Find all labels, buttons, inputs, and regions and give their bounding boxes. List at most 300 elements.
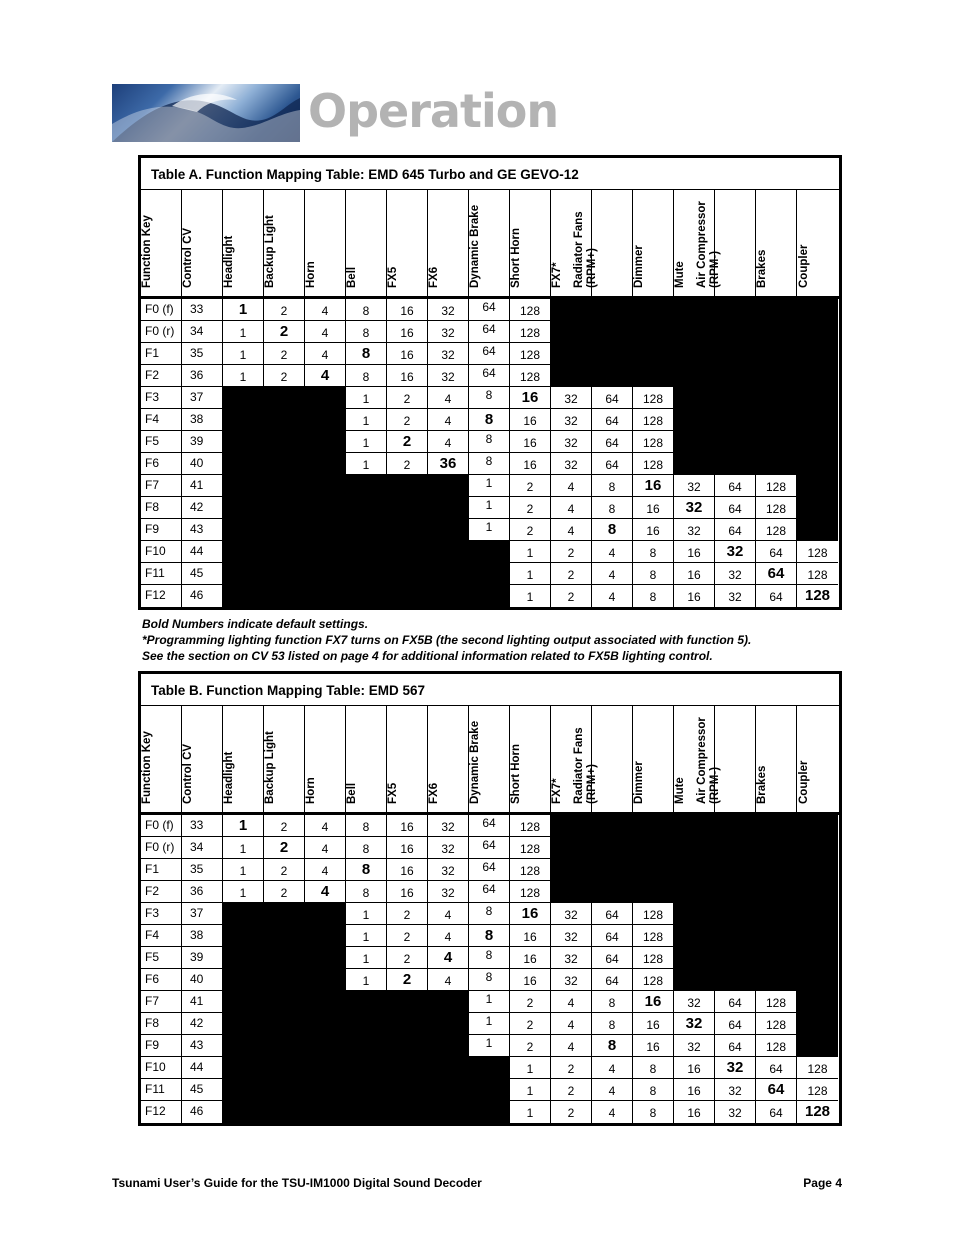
bit-value-cell: 8 xyxy=(469,969,510,991)
function-key-cell: F0 (f) xyxy=(141,299,182,321)
footer-guide-title: Tsunami User’s Guide for the TSU-IM1000 Digital Sound Decoder xyxy=(112,1176,482,1190)
unavailable-cell xyxy=(387,1079,428,1101)
bit-value-cell: 16 xyxy=(387,815,428,837)
bit-value-cell: 1 xyxy=(346,925,387,947)
bit-value-cell: 32 xyxy=(715,585,756,607)
table-row xyxy=(141,947,839,969)
unavailable-cell xyxy=(223,1101,264,1123)
bit-value-cell: 1 xyxy=(469,1013,510,1035)
unavailable-cell xyxy=(797,1035,838,1057)
unavailable-cell xyxy=(756,365,797,387)
unavailable-cell xyxy=(264,947,305,969)
unavailable-cell xyxy=(797,299,838,321)
column-header-dimmer xyxy=(633,706,674,812)
bit-value-cell: 1 xyxy=(223,881,264,903)
unavailable-cell xyxy=(223,1013,264,1035)
bit-value-cell: 16 xyxy=(633,1035,674,1057)
control-cv-cell: 45 xyxy=(182,1079,223,1101)
bit-value-cell: 128 xyxy=(633,903,674,925)
bit-value-cell: 32 xyxy=(428,881,469,903)
unavailable-cell xyxy=(223,519,264,541)
unavailable-cell xyxy=(264,409,305,431)
bit-value-cell: 16 xyxy=(387,299,428,321)
bit-value-cell: 8 xyxy=(469,387,510,409)
unavailable-cell xyxy=(264,585,305,607)
function-key-cell: F0 (f) xyxy=(141,815,182,837)
function-key-cell: F12 xyxy=(141,1101,182,1123)
bit-value-cell: 64 xyxy=(469,343,510,365)
bit-value-cell: 16 xyxy=(633,991,674,1013)
control-cv-cell: 34 xyxy=(182,321,223,343)
column-header-fx6 xyxy=(428,706,469,812)
bit-value-cell: 2 xyxy=(551,563,592,585)
bit-value-cell: 128 xyxy=(797,563,838,585)
unavailable-cell xyxy=(797,497,838,519)
bit-value-cell: 64 xyxy=(756,585,797,607)
unavailable-cell xyxy=(428,563,469,585)
unavailable-cell xyxy=(715,409,756,431)
bit-value-cell: 8 xyxy=(633,563,674,585)
bit-value-cell: 4 xyxy=(551,991,592,1013)
unavailable-cell xyxy=(305,925,346,947)
bit-value-cell: 2 xyxy=(510,497,551,519)
column-header-label: Bell xyxy=(346,266,358,288)
bit-value-cell: 8 xyxy=(346,299,387,321)
bit-value-cell: 2 xyxy=(510,991,551,1013)
function-key-cell: F4 xyxy=(141,409,182,431)
bit-value-cell: 2 xyxy=(510,475,551,497)
unavailable-cell xyxy=(674,969,715,991)
unavailable-cell xyxy=(715,859,756,881)
column-header-label: Mute xyxy=(674,777,686,804)
unavailable-cell xyxy=(305,969,346,991)
unavailable-cell xyxy=(797,815,838,837)
unavailable-cell xyxy=(305,585,346,607)
control-cv-cell: 40 xyxy=(182,453,223,475)
column-header-label: Dimmer xyxy=(633,245,645,288)
bit-value-cell: 1 xyxy=(223,321,264,343)
bit-value-cell: 2 xyxy=(551,585,592,607)
unavailable-cell xyxy=(387,585,428,607)
bit-value-cell: 8 xyxy=(469,925,510,947)
unavailable-cell xyxy=(264,431,305,453)
unavailable-cell xyxy=(674,859,715,881)
bit-value-cell: 8 xyxy=(469,903,510,925)
bit-value-cell: 1 xyxy=(469,991,510,1013)
unavailable-cell xyxy=(756,387,797,409)
page-title: Operation xyxy=(308,84,559,138)
bit-value-cell: 32 xyxy=(428,365,469,387)
column-header-label: (RPM+) xyxy=(586,764,598,804)
bit-value-cell: 64 xyxy=(756,1079,797,1101)
unavailable-cell xyxy=(223,585,264,607)
table-row xyxy=(141,837,839,859)
column-header-label: FX5 xyxy=(387,266,399,288)
bit-value-cell: 128 xyxy=(510,343,551,365)
unavailable-cell xyxy=(305,497,346,519)
bit-value-cell: 32 xyxy=(428,859,469,881)
bit-value-cell: 64 xyxy=(592,903,633,925)
bit-value-cell: 4 xyxy=(428,903,469,925)
unavailable-cell xyxy=(428,1013,469,1035)
column-header-radiator-fans xyxy=(573,706,633,812)
bit-value-cell: 4 xyxy=(428,387,469,409)
bit-value-cell: 4 xyxy=(592,563,633,585)
bit-value-cell: 2 xyxy=(551,1079,592,1101)
function-key-cell: F0 (r) xyxy=(141,837,182,859)
bit-value-cell: 32 xyxy=(551,925,592,947)
table-row xyxy=(141,343,839,365)
bit-value-cell: 16 xyxy=(633,497,674,519)
unavailable-cell xyxy=(551,365,592,387)
unavailable-cell xyxy=(756,947,797,969)
bit-value-cell: 4 xyxy=(305,837,346,859)
column-header-coupler xyxy=(797,706,838,812)
bit-value-cell: 128 xyxy=(756,991,797,1013)
unavailable-cell xyxy=(346,541,387,563)
unavailable-cell xyxy=(346,1079,387,1101)
unavailable-cell xyxy=(264,991,305,1013)
bit-value-cell: 16 xyxy=(674,585,715,607)
bit-value-cell: 1 xyxy=(346,409,387,431)
column-header-label: Function Key xyxy=(141,731,153,804)
unavailable-cell xyxy=(305,541,346,563)
bit-value-cell: 2 xyxy=(510,1035,551,1057)
column-header-horn xyxy=(305,706,346,812)
control-cv-cell: 46 xyxy=(182,585,223,607)
function-key-cell: F2 xyxy=(141,881,182,903)
bit-value-cell: 128 xyxy=(633,409,674,431)
function-key-cell: F1 xyxy=(141,859,182,881)
control-cv-cell: 40 xyxy=(182,969,223,991)
bit-value-cell: 1 xyxy=(510,563,551,585)
unavailable-cell xyxy=(756,321,797,343)
unavailable-cell xyxy=(592,859,633,881)
column-header-label: Dynamic Brake xyxy=(469,204,481,288)
bit-value-cell: 2 xyxy=(510,1013,551,1035)
bit-value-cell: 64 xyxy=(715,1013,756,1035)
column-header-air-compressor xyxy=(696,190,756,296)
bit-value-cell: 32 xyxy=(428,837,469,859)
bit-value-cell: 1 xyxy=(346,969,387,991)
column-header-function-key xyxy=(141,706,182,812)
control-cv-cell: 33 xyxy=(182,815,223,837)
table-title: Table A. Function Mapping Table: EMD 645 Turbo and GE GEVO-12 xyxy=(141,158,839,190)
unavailable-cell xyxy=(264,497,305,519)
bit-value-cell: 64 xyxy=(715,519,756,541)
unavailable-cell xyxy=(715,903,756,925)
control-cv-cell: 44 xyxy=(182,1057,223,1079)
bit-value-cell: 64 xyxy=(469,837,510,859)
unavailable-cell xyxy=(551,837,592,859)
bit-value-cell: 4 xyxy=(551,475,592,497)
unavailable-cell xyxy=(715,431,756,453)
unavailable-cell xyxy=(264,387,305,409)
bit-value-cell: 2 xyxy=(551,541,592,563)
table-row xyxy=(141,431,839,453)
bit-value-cell: 128 xyxy=(633,947,674,969)
bit-value-cell: 1 xyxy=(469,519,510,541)
table-row xyxy=(141,1079,839,1101)
unavailable-cell xyxy=(428,541,469,563)
table-row xyxy=(141,1101,839,1123)
unavailable-cell xyxy=(387,1057,428,1079)
bit-value-cell: 16 xyxy=(510,925,551,947)
unavailable-cell xyxy=(428,991,469,1013)
unavailable-cell xyxy=(674,815,715,837)
unavailable-cell xyxy=(305,563,346,585)
column-header-short-horn xyxy=(510,706,551,812)
unavailable-cell xyxy=(715,387,756,409)
unavailable-cell xyxy=(346,585,387,607)
table-row xyxy=(141,409,839,431)
bit-value-cell: 2 xyxy=(264,299,305,321)
function-mapping-table-b xyxy=(138,671,842,1126)
column-header-bell xyxy=(346,706,387,812)
function-key-cell: F6 xyxy=(141,453,182,475)
bit-value-cell: 64 xyxy=(592,925,633,947)
control-cv-cell: 36 xyxy=(182,365,223,387)
column-header-backup-light xyxy=(264,706,305,812)
unavailable-cell xyxy=(346,497,387,519)
unavailable-cell xyxy=(797,991,838,1013)
column-header-label: Control CV xyxy=(182,743,194,804)
bit-value-cell: 1 xyxy=(510,585,551,607)
unavailable-cell xyxy=(387,475,428,497)
column-header-function-key xyxy=(141,190,182,296)
unavailable-cell xyxy=(305,1057,346,1079)
bit-value-cell: 64 xyxy=(715,991,756,1013)
bit-value-cell: 4 xyxy=(551,1035,592,1057)
wave-graphic xyxy=(112,84,300,142)
table-header-row xyxy=(141,706,839,815)
table-row xyxy=(141,925,839,947)
unavailable-cell xyxy=(797,453,838,475)
bit-value-cell: 8 xyxy=(346,343,387,365)
column-header-label: Dimmer xyxy=(633,761,645,804)
bit-value-cell: 32 xyxy=(551,431,592,453)
bit-value-cell: 1 xyxy=(510,1057,551,1079)
bit-value-cell: 1 xyxy=(469,1035,510,1057)
unavailable-cell xyxy=(223,431,264,453)
bit-value-cell: 4 xyxy=(305,321,346,343)
unavailable-cell xyxy=(674,453,715,475)
control-cv-cell: 42 xyxy=(182,497,223,519)
bit-value-cell: 8 xyxy=(469,431,510,453)
bit-value-cell: 128 xyxy=(510,859,551,881)
unavailable-cell xyxy=(551,299,592,321)
column-header-label: (RPM-) xyxy=(709,766,721,804)
unavailable-cell xyxy=(592,321,633,343)
column-header-label: Coupler xyxy=(797,244,810,288)
column-header-label: Mute xyxy=(674,261,686,288)
unavailable-cell xyxy=(264,969,305,991)
column-header-brakes xyxy=(756,706,797,812)
bit-value-cell: 64 xyxy=(469,859,510,881)
unavailable-cell xyxy=(715,837,756,859)
unavailable-cell xyxy=(551,343,592,365)
bit-value-cell: 1 xyxy=(223,837,264,859)
bit-value-cell: 64 xyxy=(715,1035,756,1057)
unavailable-cell xyxy=(428,475,469,497)
bit-value-cell: 8 xyxy=(592,1035,633,1057)
unavailable-cell xyxy=(264,1057,305,1079)
table-row xyxy=(141,387,839,409)
bit-value-cell: 16 xyxy=(633,1013,674,1035)
column-header-label: FX5 xyxy=(387,782,399,804)
unavailable-cell xyxy=(223,563,264,585)
bit-value-cell: 16 xyxy=(633,475,674,497)
unavailable-cell xyxy=(387,1101,428,1123)
unavailable-cell xyxy=(715,969,756,991)
unavailable-cell xyxy=(346,1035,387,1057)
bit-value-cell: 8 xyxy=(469,409,510,431)
footer-page-number: Page 4 xyxy=(803,1176,842,1190)
function-key-cell: F6 xyxy=(141,969,182,991)
table-row xyxy=(141,991,839,1013)
bit-value-cell: 16 xyxy=(387,881,428,903)
unavailable-cell xyxy=(223,903,264,925)
table-title: Table B. Function Mapping Table: EMD 567 xyxy=(141,674,839,706)
unavailable-cell xyxy=(223,475,264,497)
bit-value-cell: 64 xyxy=(469,815,510,837)
unavailable-cell xyxy=(592,365,633,387)
column-header-label: Control CV xyxy=(182,227,194,288)
table-header-row xyxy=(141,190,839,299)
unavailable-cell xyxy=(592,343,633,365)
unavailable-cell xyxy=(387,563,428,585)
bit-value-cell: 8 xyxy=(346,881,387,903)
bit-value-cell: 32 xyxy=(715,1057,756,1079)
control-cv-cell: 36 xyxy=(182,881,223,903)
table-row xyxy=(141,519,839,541)
unavailable-cell xyxy=(346,563,387,585)
bit-value-cell: 32 xyxy=(715,541,756,563)
bit-value-cell: 64 xyxy=(592,453,633,475)
unavailable-cell xyxy=(551,815,592,837)
unavailable-cell xyxy=(387,519,428,541)
column-header-label: Horn xyxy=(305,777,317,804)
unavailable-cell xyxy=(674,343,715,365)
bit-value-cell: 128 xyxy=(633,925,674,947)
unavailable-cell xyxy=(633,881,674,903)
note-cv53: See the section on CV 53 listed on page 4 for additional information related to FX5B lighting control. xyxy=(142,649,713,663)
bit-value-cell: 128 xyxy=(510,881,551,903)
bit-value-cell: 16 xyxy=(674,563,715,585)
bit-value-cell: 128 xyxy=(756,1035,797,1057)
bit-value-cell: 128 xyxy=(510,815,551,837)
unavailable-cell xyxy=(428,497,469,519)
control-cv-cell: 38 xyxy=(182,409,223,431)
table-row xyxy=(141,1057,839,1079)
column-header-label: Bell xyxy=(346,782,358,804)
bit-value-cell: 2 xyxy=(264,837,305,859)
bit-value-cell: 128 xyxy=(804,1103,831,1120)
bit-value-cell: 1 xyxy=(346,453,387,475)
unavailable-cell xyxy=(592,881,633,903)
unavailable-cell xyxy=(305,453,346,475)
bit-value-cell: 128 xyxy=(797,541,838,563)
bit-value-cell: 128 xyxy=(633,969,674,991)
unavailable-cell xyxy=(264,1079,305,1101)
unavailable-cell xyxy=(346,1013,387,1035)
control-cv-cell: 34 xyxy=(182,837,223,859)
bit-value-cell: 128 xyxy=(633,431,674,453)
unavailable-cell xyxy=(469,1057,510,1079)
unavailable-cell xyxy=(756,969,797,991)
bit-value-cell: 8 xyxy=(633,1057,674,1079)
table-row xyxy=(141,563,839,585)
control-cv-cell: 39 xyxy=(182,947,223,969)
unavailable-cell xyxy=(674,365,715,387)
bit-value-cell: 32 xyxy=(428,321,469,343)
unavailable-cell xyxy=(633,299,674,321)
table-row xyxy=(141,881,839,903)
unavailable-cell xyxy=(797,343,838,365)
bit-value-cell: 32 xyxy=(674,519,715,541)
bit-value-cell: 32 xyxy=(674,1013,715,1035)
control-cv-cell: 43 xyxy=(182,519,223,541)
bit-value-cell: 2 xyxy=(264,859,305,881)
unavailable-cell xyxy=(223,453,264,475)
column-header-backup-light xyxy=(264,190,305,296)
unavailable-cell xyxy=(633,837,674,859)
bit-value-cell: 4 xyxy=(551,1013,592,1035)
control-cv-cell: 35 xyxy=(182,859,223,881)
function-key-cell: F5 xyxy=(141,431,182,453)
unavailable-cell xyxy=(674,925,715,947)
bit-value-cell: 1 xyxy=(346,431,387,453)
control-cv-cell: 38 xyxy=(182,925,223,947)
bit-value-cell: 8 xyxy=(633,1101,674,1123)
bit-value-cell: 16 xyxy=(387,859,428,881)
column-header-fx6 xyxy=(428,190,469,296)
bit-value-cell: 2 xyxy=(387,431,428,453)
unavailable-cell xyxy=(674,903,715,925)
table-body xyxy=(141,299,839,607)
bit-value-cell: 1 xyxy=(346,903,387,925)
unavailable-cell xyxy=(387,1013,428,1035)
bit-value-cell: 8 xyxy=(346,859,387,881)
unavailable-cell xyxy=(797,859,838,881)
function-key-cell: F5 xyxy=(141,947,182,969)
bit-value-cell: 32 xyxy=(674,497,715,519)
bit-value-cell: 64 xyxy=(715,475,756,497)
bit-value-cell: 64 xyxy=(469,881,510,903)
unavailable-cell xyxy=(223,541,264,563)
control-cv-cell: 45 xyxy=(182,563,223,585)
function-key-cell: F0 (r) xyxy=(141,321,182,343)
unavailable-cell xyxy=(715,343,756,365)
bit-value-cell: 4 xyxy=(592,585,633,607)
unavailable-cell xyxy=(797,321,838,343)
table-row xyxy=(141,815,839,837)
bit-value-cell: 8 xyxy=(592,519,633,541)
bit-value-cell: 32 xyxy=(674,1035,715,1057)
function-key-cell: F10 xyxy=(141,541,182,563)
bit-value-cell: 4 xyxy=(551,519,592,541)
bit-value-cell: 4 xyxy=(592,1101,633,1123)
unavailable-cell xyxy=(346,519,387,541)
bit-value-cell: 8 xyxy=(346,837,387,859)
function-key-cell: F9 xyxy=(141,519,182,541)
bit-value-cell: 4 xyxy=(428,947,469,969)
column-header-dynamic-brake xyxy=(469,706,510,812)
unavailable-cell xyxy=(797,947,838,969)
bit-value-cell: 32 xyxy=(551,947,592,969)
bit-value-cell: 64 xyxy=(592,431,633,453)
function-key-cell: F11 xyxy=(141,563,182,585)
